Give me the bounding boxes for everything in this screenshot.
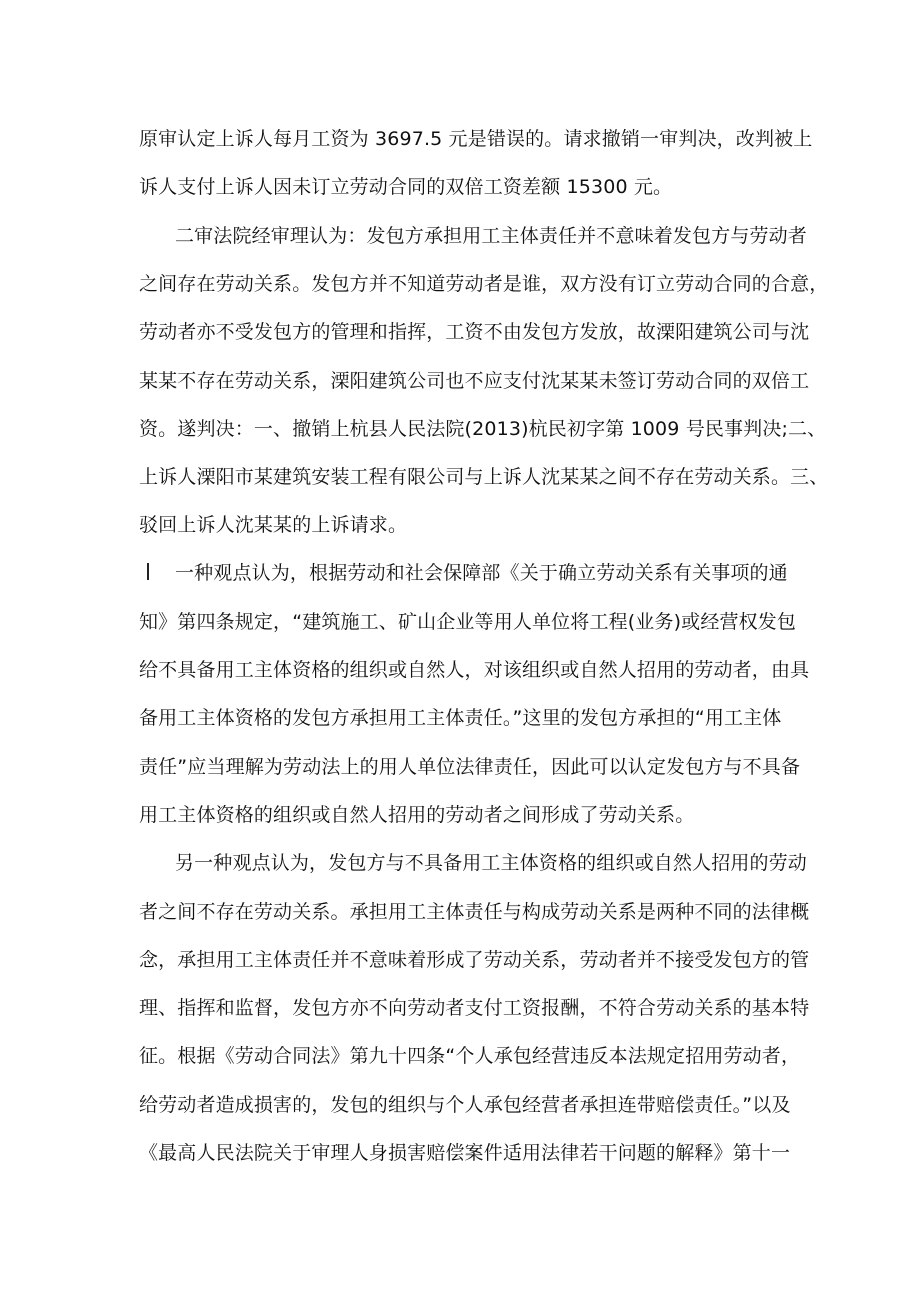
text-line: 念，承担用工主体责任并不意味着形成了劳动关系，劳动者并不接受发包方的管 [139, 949, 810, 971]
text-line: 给劳动者造成损害的，发包的组织与个人承包经营者承担连带赔偿责任。”以及 [139, 1094, 791, 1116]
text-line: 另一种观点认为，发包方与不具备用工主体资格的组织或自然人招用的劳动 [175, 852, 807, 874]
text-line: 劳动者亦不受发包方的管理和指挥，工资不由发包方发放，故溧阳建筑公司与沈 [139, 321, 810, 343]
text-line: 知》第四条规定，“建筑施工、矿山企业等用人单位将工程(业务)或经营权发包 [139, 611, 797, 633]
text-line: 理、指挥和监督，发包方亦不向劳动者支付工资报酬，不符合劳动关系的基本特 [139, 997, 810, 1019]
text-line: 一种观点认为，根据劳动和社会保障部《关于确立劳动关系有关事项的通 [175, 562, 788, 584]
text-line: 二审法院经审理认为：发包方承担用工主体责任并不意味着发包方与劳动者 [175, 225, 807, 247]
text-line: 之间存在劳动关系。发包方并不知道劳动者是谁，双方没有订立劳动合同的合意， [139, 273, 829, 295]
text-line: 驳回上诉人沈某某的上诉请求。 [139, 514, 408, 536]
text-line: 备用工主体资格的发包方承担用工主体责任。”这里的发包方承担的“用工主体 [139, 707, 782, 729]
text-line: 征。根据《劳动合同法》第九十四条“个人承包经营违反本法规定招用劳动者， [139, 1045, 801, 1067]
paragraph-marker [147, 563, 149, 580]
text-line: 某某不存在劳动关系，溧阳建筑公司也不应支付沈某某未签订劳动合同的双倍工 [139, 370, 810, 392]
text-line: 者之间不存在劳动关系。承担用工主体责任与构成劳动关系是两种不同的法律概 [139, 901, 810, 923]
text-line: 给不具备用工主体资格的组织或自然人，对该组织或自然人招用的劳动者，由具 [139, 659, 810, 681]
text-line: 上诉人溧阳市某建筑安装工程有限公司与上诉人沈某某之间不存在劳动关系。三、 [139, 466, 829, 488]
text-line: 资。遂判决：一、撤销上杭县人民法院(2013)杭民初字第 1009 号民事判决;二、 [139, 418, 827, 440]
text-line: 《最高人民法院关于审理人身损害赔偿案件适用法律若干问题的解释》第十一 [139, 1142, 791, 1164]
text-line: 用工主体资格的组织或自然人招用的劳动者之间形成了劳动关系。 [139, 804, 695, 826]
text-line: 原审认定上诉人每月工资为 3697.5 元是错误的。请求撤销一审判决，改判被上 [139, 128, 813, 150]
text-line: 责任”应当理解为劳动法上的用人单位法律责任，因此可以认定发包方与不具备 [139, 756, 801, 778]
text-line: 诉人支付上诉人因未订立劳动合同的双倍工资差额 15300 元。 [139, 176, 673, 198]
